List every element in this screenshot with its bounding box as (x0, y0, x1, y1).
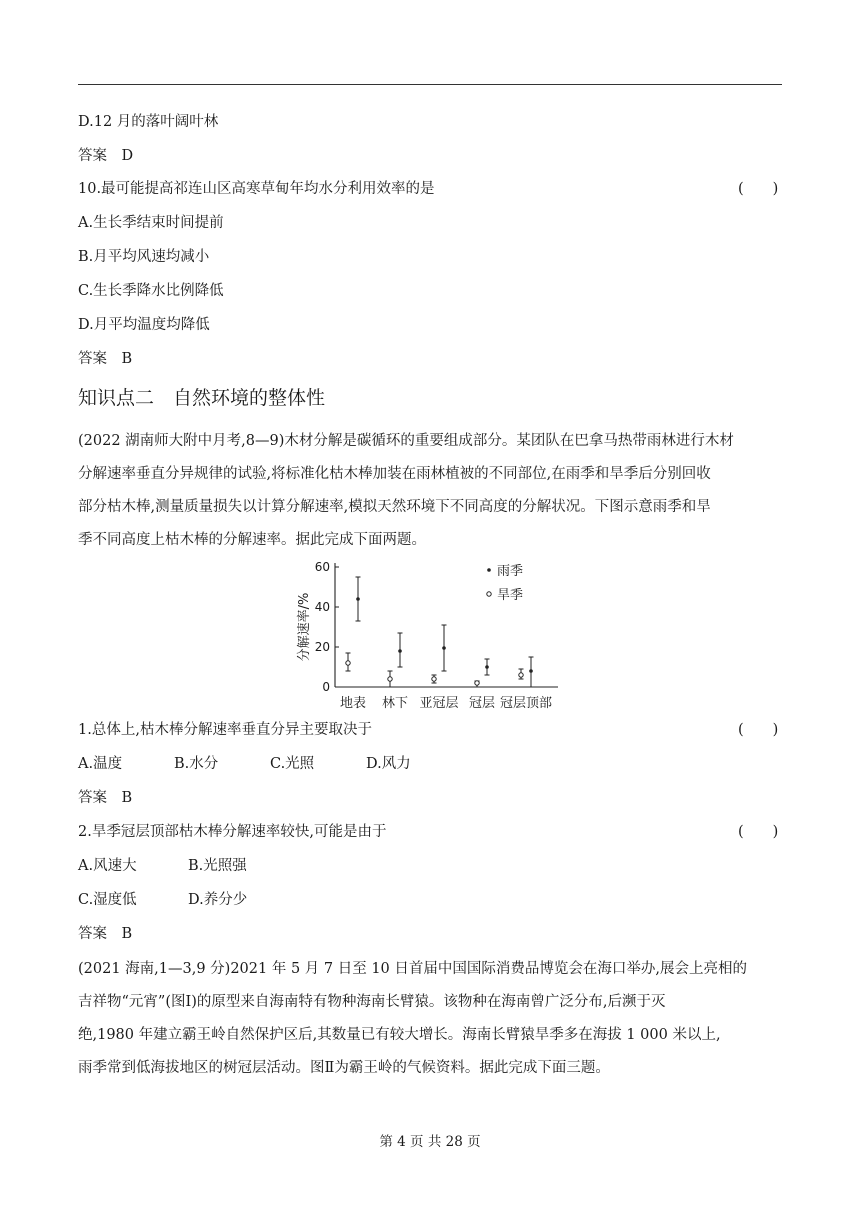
dry-season-point (388, 677, 392, 681)
q1-option-d: D.风力 (366, 756, 411, 772)
q2-answer: 答案 B (78, 926, 133, 942)
rainy-season-point (485, 665, 489, 669)
q2-option-c: C.湿度低 (78, 892, 137, 908)
rainy-season-point (398, 649, 402, 653)
q2-option-d: D.养分少 (188, 892, 248, 908)
passage2-line2: 吉祥物“元宵”(图Ⅰ)的原型来自海南特有物种海南长臂猿。该物种在海南曾广泛分布,后濒于灭 (78, 994, 666, 1010)
passage1-line3: 部分枯木棒,测量质量损失以计算分解速率,模拟天然环境下不同高度的分解状况。下图示意雨季和旱 (78, 499, 711, 515)
rainy-season-point (356, 597, 360, 601)
rainy-season-point (442, 646, 446, 650)
legend-label: 雨季 (497, 564, 524, 579)
q1-option-a: A.温度 (78, 756, 123, 772)
dry-season-point (432, 677, 436, 681)
q2-stem: 2.旱季冠层顶部枯木棒分解速率较快,可能是由于 (78, 824, 387, 840)
x-category-label: 亚冠层 (419, 696, 459, 711)
y-tick-label: 40 (314, 600, 330, 614)
x-category-label: 冠层顶部 (499, 696, 553, 711)
q10-answer: 答案 B (78, 351, 133, 367)
dry-season-point (346, 661, 350, 665)
passage2-line4: 雨季常到低海拔地区的树冠层活动。图Ⅱ为霸王岭的气候资料。据此完成下面三题。 (78, 1060, 610, 1076)
q1-answer: 答案 B (78, 790, 133, 806)
q2-options-row1 (78, 856, 247, 876)
q10-stem: 10.最可能提高祁连山区高寒草甸年均水分利用效率的是 (78, 181, 435, 197)
q10-paren: ( ) (738, 181, 779, 197)
dry-season-point (519, 673, 523, 677)
section-title: 知识点二 自然环境的整体性 (78, 387, 326, 409)
header-rule (78, 84, 782, 85)
x-category-label: 林下 (381, 696, 409, 711)
q10-option-b: B.月平均风速均减小 (78, 249, 210, 265)
q1-option-c: C.光照 (270, 756, 315, 772)
prev-option-d: D.12 月的落叶阔叶林 (78, 114, 219, 130)
q1-option-b: B.水分 (174, 756, 219, 772)
q10-option-a: A.生长季结束时间提前 (78, 215, 224, 231)
x-category-label: 地表 (339, 696, 367, 711)
q10-option-c: C.生长季降水比例降低 (78, 283, 224, 299)
prev-answer: 答案 D (78, 148, 134, 164)
y-axis-label: 分解速率/% (297, 592, 312, 662)
q10-option-d: D.月平均温度均降低 (78, 317, 210, 333)
q2-paren: ( ) (738, 824, 779, 840)
q2-option-a: A.风速大 (78, 858, 137, 874)
q2-options-row2 (78, 890, 247, 910)
legend-marker-dry (487, 592, 491, 596)
rainy-season-point (529, 669, 533, 673)
passage1-line4: 季不同高度上枯木棒的分解速率。据此完成下面两题。 (78, 532, 426, 548)
q2-option-b: B.光照强 (188, 858, 247, 874)
passage2-line1: (2021 海南,1—3,9 分)2021 年 5 月 7 日至 10 日首届中国国际消费品博览会在海口举办,展会上亮相的 (78, 961, 748, 977)
q1-options (78, 754, 411, 774)
passage1-line2: 分解速率垂直分异规律的试验,将标准化枯木棒加装在雨林植被的不同部位,在雨季和旱季后分别回收 (78, 466, 711, 482)
y-tick-label: 60 (314, 560, 330, 574)
y-tick-label: 20 (314, 640, 330, 654)
legend-marker-rainy (487, 568, 491, 572)
q1-stem: 1.总体上,枯木棒分解速率垂直分异主要取决于 (78, 722, 372, 738)
legend-label: 旱季 (497, 588, 524, 603)
passage2-line3: 绝,1980 年建立霸王岭自然保护区后,其数量已有较大增长。海南长臂猿旱季多在海拔 1 000 米以上, (78, 1027, 721, 1043)
decomposition-chart (258, 556, 578, 714)
page-footer: 第 4 页 共 28 页 (379, 1134, 481, 1150)
q1-paren: ( ) (738, 722, 779, 738)
y-tick-label: 0 (322, 680, 330, 694)
dry-season-point (475, 681, 479, 685)
x-category-label: 冠层 (468, 696, 496, 711)
passage1-line1: (2022 湖南师大附中月考,8—9)木材分解是碳循环的重要组成部分。某团队在巴拿马热带雨林进行木材 (78, 433, 734, 449)
